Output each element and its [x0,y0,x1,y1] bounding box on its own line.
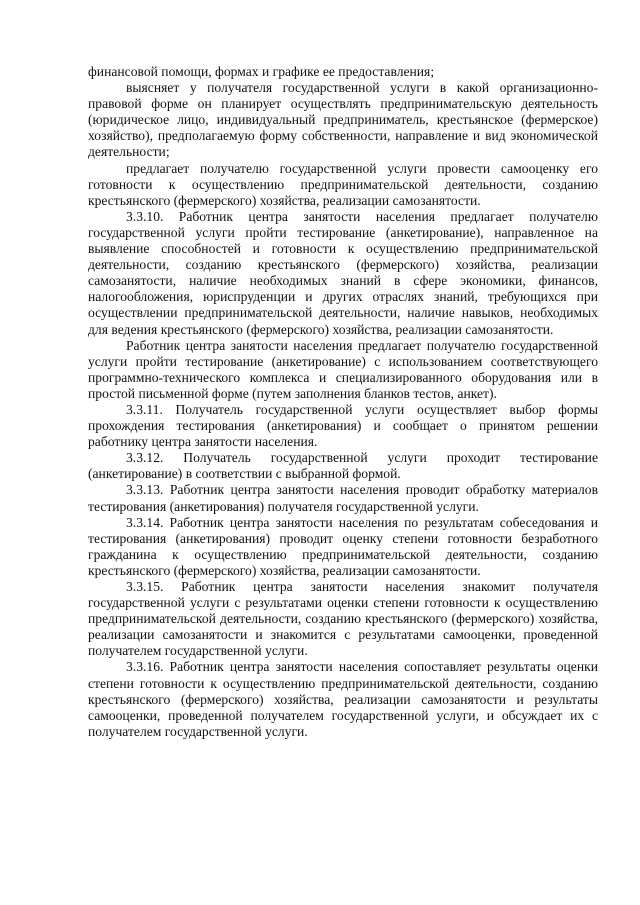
paragraph-3-3-10: 3.3.10. Работник центра занятости населения предлагает получателю государственной услуги пройти тестирование (анкетирование), направленное на выявление способностей и готовности к осуществлению предпринимательской деятельности, созданию крестьянского (фермерского) хозяйства, реализации самозанятости, наличие необходимых знаний в сфере экономики, финансов, налогообложения, юриспруденции и других отраслях знаний, требующихся при осуществлении предпринимательской деятельности, наличие навыков, необходимых для ведения крестьянского (фермерского) хозяйства, реализации самозанятости. [88,208,598,337]
paragraph-3-3-16: 3.3.16. Работник центра занятости населения сопоставляет результаты оценки степени готовности к осуществлению предпринимательской деятельности, созданию крестьянского (фермерского) хозяйства, реализации самозанятости и результаты самооценки, проведенной получателем государственной услуги, и обсуждает их с получателем государственной услуги. [88,659,598,739]
paragraph-3-3-11: 3.3.11. Получатель государственной услуги осуществляет выбор формы прохождения тестирования (анкетирования) и сообщает о принятом решении работнику центра занятости населения. [88,401,598,450]
document-page [88,64,598,740]
paragraph-testing-forms: Работник центра занятости населения предлагает получателю государственной услуги пройти тестирование (анкетирование) с использованием соответствующего программно-технического комплекса и специализированного оборудования или в простой письменной форме (путем заполнения бланков тестов, анкет). [88,337,598,401]
paragraph-financial-aid-end: финансовой помощи, формах и графике ее предоставления; [88,64,435,79]
paragraph-legal-form: выясняет у получателя государственной услуги в какой организационно-правовой форме он планирует осуществлять предпринимательскую деятельность (юридическое лицо, индивидуальный предприниматель, крестьянское (фермерское) хозяйство), предполагаемую форму собственности, направление и вид экономической деятельности; [88,80,598,160]
paragraph-self-assessment-offer: предлагает получателю государственной услуги провести самооценку его готовности к осуществлению предпринимательской деятельности, созданию крестьянского (фермерского) хозяйства, реализации самозанятости. [88,160,598,208]
paragraph-3-3-14: 3.3.14. Работник центра занятости населения по результатам собеседования и тестирования (анкетирования) проводит оценку степени готовности безработного гражданина к осуществлению предпринимательской деятельности, созданию крестьянского (фермерского) хозяйства, реализации самозанятости. [88,514,598,578]
paragraph-3-3-13: 3.3.13. Работник центра занятости населения проводит обработку материалов тестирования (анкетирования) получателя государственной услуги. [88,482,598,514]
paragraph-3-3-15: 3.3.15. Работник центра занятости населения знакомит получателя государственной услуги с результатами оценки степени готовности к осуществлению предпринимательской деятельности, созданию крестьянского (фермерского) хозяйства, реализации самозанятости и знакомится с результатами самооценки, проведенной получателем государственной услуги. [88,579,598,659]
paragraph-3-3-12: 3.3.12. Получатель государственной услуги проходит тестирование (анкетирование) в соответствии с выбранной формой. [88,450,598,482]
